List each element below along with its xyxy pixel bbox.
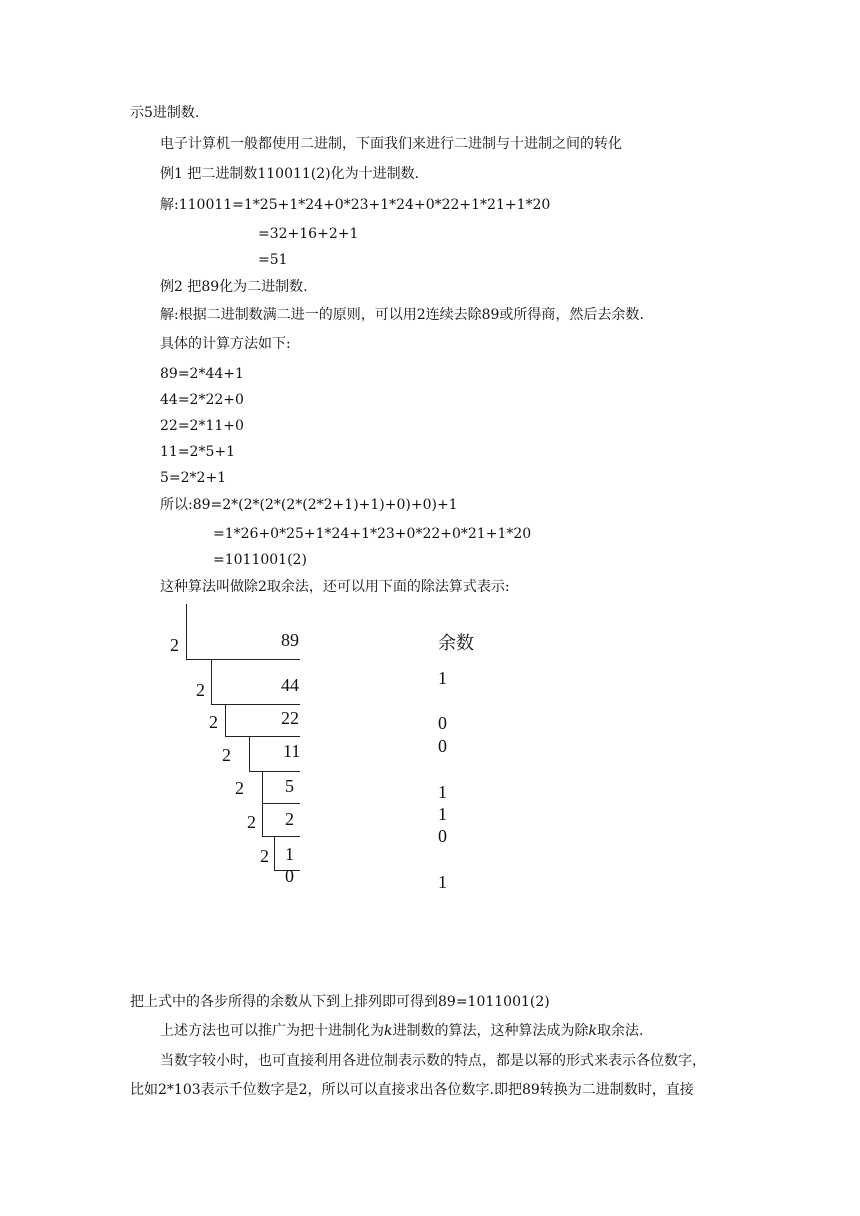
generalization-line: 上述方法也可以推广为把十进制化为k进制数的算法，这种算法成为除k取余法. [160, 1023, 644, 1039]
remainder: 1 [438, 804, 447, 824]
division-rule-5 [262, 803, 300, 804]
quotient: 11 [283, 741, 301, 761]
division-bar-1 [186, 604, 187, 659]
quotient: 0 [285, 866, 294, 886]
example-2-solution-line: 解:根据二进制数满二进一的原则，可以用2连续去除89或所得商，然后去余数. [160, 307, 644, 323]
text-line-1: 示5进制数. [130, 105, 200, 121]
division-bar-6 [274, 836, 275, 870]
remainder: 0 [438, 826, 447, 846]
division-rule-3 [225, 736, 300, 737]
remainder: 1 [438, 872, 447, 892]
divisor: 2 [260, 846, 269, 866]
quotient: 1 [285, 844, 294, 864]
step-5: 5=2*2+1 [160, 470, 227, 486]
step-4: 11=2*5+1 [160, 444, 235, 460]
division-rule-1 [186, 659, 300, 660]
remainder: 1 [438, 668, 447, 688]
remainder: 0 [438, 736, 447, 756]
result-line-3: =1011001(2) [213, 552, 307, 568]
divisor: 2 [170, 635, 179, 655]
quotient: 2 [285, 809, 294, 829]
text-line-2: 电子计算机一般都使用二进制，下面我们来进行二进制与十进制之间的转化 [160, 136, 622, 152]
divisor: 2 [222, 745, 231, 765]
division-bar-4 [249, 736, 250, 771]
quotient: 44 [281, 675, 299, 695]
divisor: 2 [235, 778, 244, 798]
step-3: 22=2*11+0 [160, 418, 244, 434]
paragraph-line-1: 当数字较小时，也可直接利用各进位制表示数的特点，都是以幂的形式来表示各位数字， [160, 1053, 706, 1069]
division-rule-4 [249, 771, 300, 772]
step-2: 44=2*22+0 [160, 392, 244, 408]
method-intro: 具体的计算方法如下: [160, 336, 291, 352]
remainder-header: 余数 [438, 633, 474, 653]
quotient: 22 [281, 708, 299, 728]
example-1-solution-line-2: =32+16+2+1 [258, 226, 359, 242]
result-line-2: =1*26+0*25+1*24+1*23+0*22+0*21+1*20 [213, 526, 532, 542]
division-intro: 这种算法叫做除2取余法，还可以用下面的除法算式表示: [160, 579, 510, 595]
division-bar-2 [211, 659, 212, 704]
conclusion-line: 把上式中的各步所得的余数从下到上排列即可得到89=1011001(2) [130, 994, 550, 1010]
divisor: 2 [196, 680, 205, 700]
example-1-solution-line-3: =51 [258, 252, 288, 268]
quotient: 89 [281, 630, 299, 650]
paragraph-line-2: 比如2*103表示千位数字是2，所以可以直接求出各位数字.即把89转换为二进制数时，直接 [130, 1082, 694, 1098]
division-bar-3 [225, 704, 226, 736]
example-1-solution-line-1: 解:110011=1*25+1*24+0*23+1*24+0*22+1*21+1*20 [160, 197, 551, 213]
example-2-title: 例2 把89化为二进制数. [160, 279, 308, 295]
division-rule-2 [211, 704, 300, 705]
divisor: 2 [209, 712, 218, 732]
quotient: 5 [285, 776, 294, 796]
step-1: 89=2*44+1 [160, 366, 244, 382]
result-line-1: 所以:89=2*(2*(2*(2*(2*2+1)+1)+0)+0)+1 [160, 497, 458, 513]
divisor: 2 [247, 812, 256, 832]
remainder: 1 [438, 782, 447, 802]
remainder: 0 [438, 713, 447, 733]
division-rule-6 [262, 836, 300, 837]
example-1-title: 例1 把二进制数110011(2)化为十进制数. [160, 166, 420, 182]
